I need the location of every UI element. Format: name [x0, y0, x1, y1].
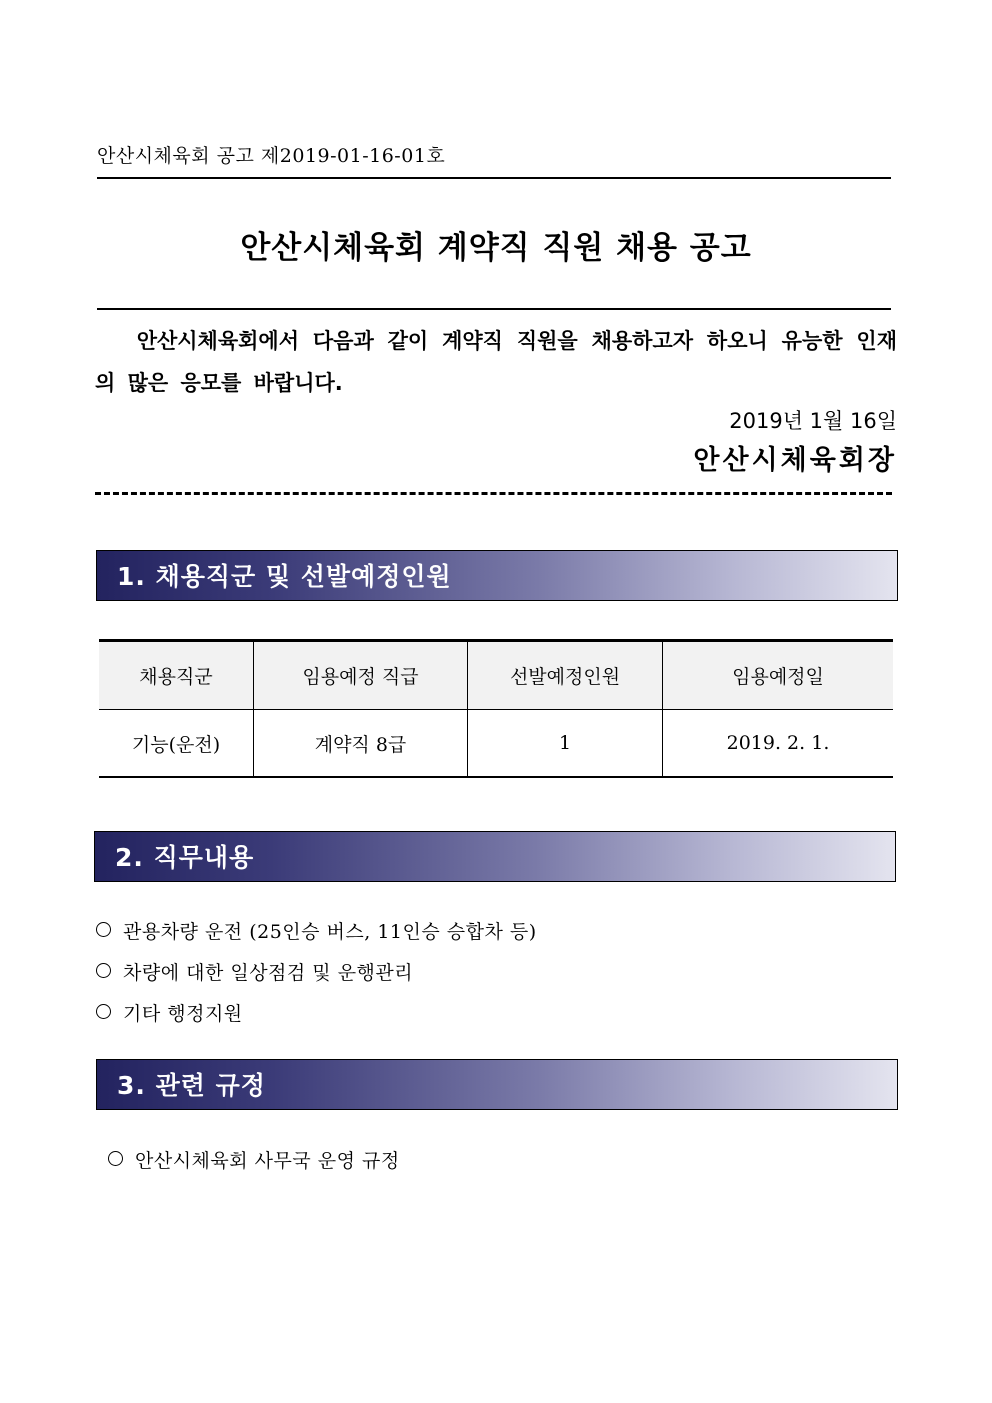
intro-paragraph	[95, 320, 897, 404]
duty-text: 관용차량 운전 (25인승 버스, 11인승 승합차 등)	[123, 921, 537, 943]
table-cell: 2019. 2. 1.	[663, 710, 894, 778]
page-title: 안산시체육회 계약직 직원 채용 공고	[240, 230, 752, 266]
regulation-item	[108, 1146, 400, 1173]
duty-text: 차량에 대한 일상점검 및 운행관리	[123, 962, 414, 984]
table-header-row	[99, 641, 893, 710]
title-rule	[97, 308, 891, 310]
circle-bullet-icon	[96, 963, 111, 978]
table-row	[99, 710, 893, 778]
section-2-header: 2. 직무내용	[94, 831, 896, 882]
duty-item	[96, 917, 537, 944]
issuer-name: 안산시체육회장	[693, 445, 897, 476]
notice-date: 2019년 1월 16일	[729, 409, 897, 433]
notice-number: 안산시체육회 공고 제2019-01-16-01호	[97, 145, 446, 167]
circle-bullet-icon	[108, 1151, 123, 1166]
table-header: 임용예정 직급	[254, 641, 468, 710]
section-3-header: 3. 관련 규정	[96, 1059, 898, 1110]
intro-text: 안산시체육회에서 다음과 같이 계약직 직원을 채용하고자 하오니 유능한 인재의 많은 응모를 바랍니다.	[95, 329, 897, 395]
duty-item	[96, 958, 413, 985]
table-cell: 계약직 8급	[254, 710, 468, 778]
duty-item	[96, 999, 243, 1026]
circle-bullet-icon	[96, 1004, 111, 1019]
duty-text: 기타 행정지원	[123, 1003, 243, 1025]
top-rule	[97, 177, 891, 179]
recruitment-table	[99, 639, 893, 778]
table-header: 채용직군	[99, 641, 254, 710]
table-header: 선발예정인원	[468, 641, 663, 710]
dashed-divider	[95, 492, 892, 495]
regulation-text: 안산시체육회 사무국 운영 규정	[135, 1150, 400, 1172]
table-cell: 기능(운전)	[99, 710, 254, 778]
circle-bullet-icon	[96, 922, 111, 937]
table-header: 임용예정일	[663, 641, 894, 710]
table-cell: 1	[468, 710, 663, 778]
section-1-header: 1. 채용직군 및 선발예정인원	[96, 550, 898, 601]
